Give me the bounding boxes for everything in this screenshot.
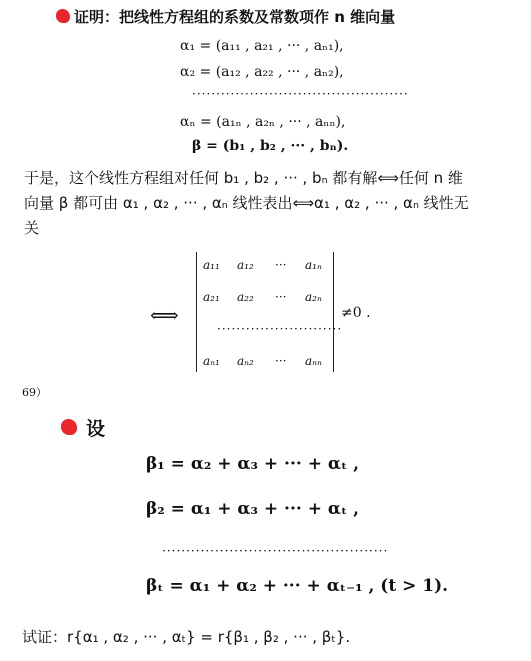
footnote-number: 69） <box>22 386 47 399</box>
det-cell: a₂ₙ <box>305 290 322 304</box>
paragraph-line-1: 于是，这个线性方程组对任何 b₁ , b₂ , ··· , bₙ 都有解⟺任何 n 维 <box>24 169 463 187</box>
red-marker-icon <box>61 419 77 435</box>
det-cell: a₂₂ <box>237 290 254 304</box>
det-ellipsis: ·························· <box>217 322 343 336</box>
proof-heading: 证明：把线性方程组的系数及常数项作 n 维向量 <box>74 8 396 26</box>
paragraph-line-2: 向量 β 都可由 α₁ , α₂ , ··· , αₙ 线性表出⟺α₁ , α₂ , ··· , αₙ 线性无 <box>24 194 469 212</box>
det-cell: aₙ₁ <box>203 354 220 368</box>
assume-heading: 设 <box>86 418 106 440</box>
equation-beta-t: βₜ = α₁ + α₂ + ··· + αₜ₋₁ , (t > 1). <box>146 576 449 596</box>
equation-beta-1: β₁ = α₂ + α₃ + ··· + αₜ , <box>146 454 360 474</box>
det-cell: a₂₁ <box>203 290 220 304</box>
det-cell: a₁₂ <box>237 258 254 272</box>
det-cell: ··· <box>275 290 287 304</box>
det-cell: ··· <box>275 258 287 272</box>
vector-alpha-n: αₙ = (a₁ₙ , a₂ₙ , ··· , aₙₙ), <box>180 114 346 130</box>
vector-alpha-2: α₂ = (a₁₂ , a₂₂ , ··· , aₙ₂), <box>180 64 344 80</box>
vector-ellipsis: ············································· <box>192 87 409 101</box>
det-cell: ··· <box>275 354 287 368</box>
determinant-nonzero: ≠0 . <box>341 305 371 321</box>
determinant <box>196 252 343 372</box>
iff-arrow: ⟺ <box>150 303 179 327</box>
red-marker-icon <box>56 9 70 23</box>
vector-alpha-1: α₁ = (a₁₁ , a₂₁ , ··· , aₙ₁), <box>180 38 344 54</box>
paragraph-line-3: 关 <box>24 219 40 237</box>
equation-beta-2: β₂ = α₁ + α₃ + ··· + αₜ , <box>146 499 360 519</box>
prove-statement: 试证：r{α₁ , α₂ , ··· , αₜ} = r{β₁ , β₂ , ··· , βₜ}. <box>22 628 351 646</box>
equation-ellipsis: ··············································· <box>162 544 389 558</box>
det-cell: a₁₁ <box>203 258 220 272</box>
vector-beta: β = (b₁ , b₂ , ··· , bₙ). <box>192 138 349 154</box>
det-cell: a₁ₙ <box>305 258 322 272</box>
det-cell: aₙ₂ <box>237 354 254 368</box>
det-cell: aₙₙ <box>305 354 322 368</box>
